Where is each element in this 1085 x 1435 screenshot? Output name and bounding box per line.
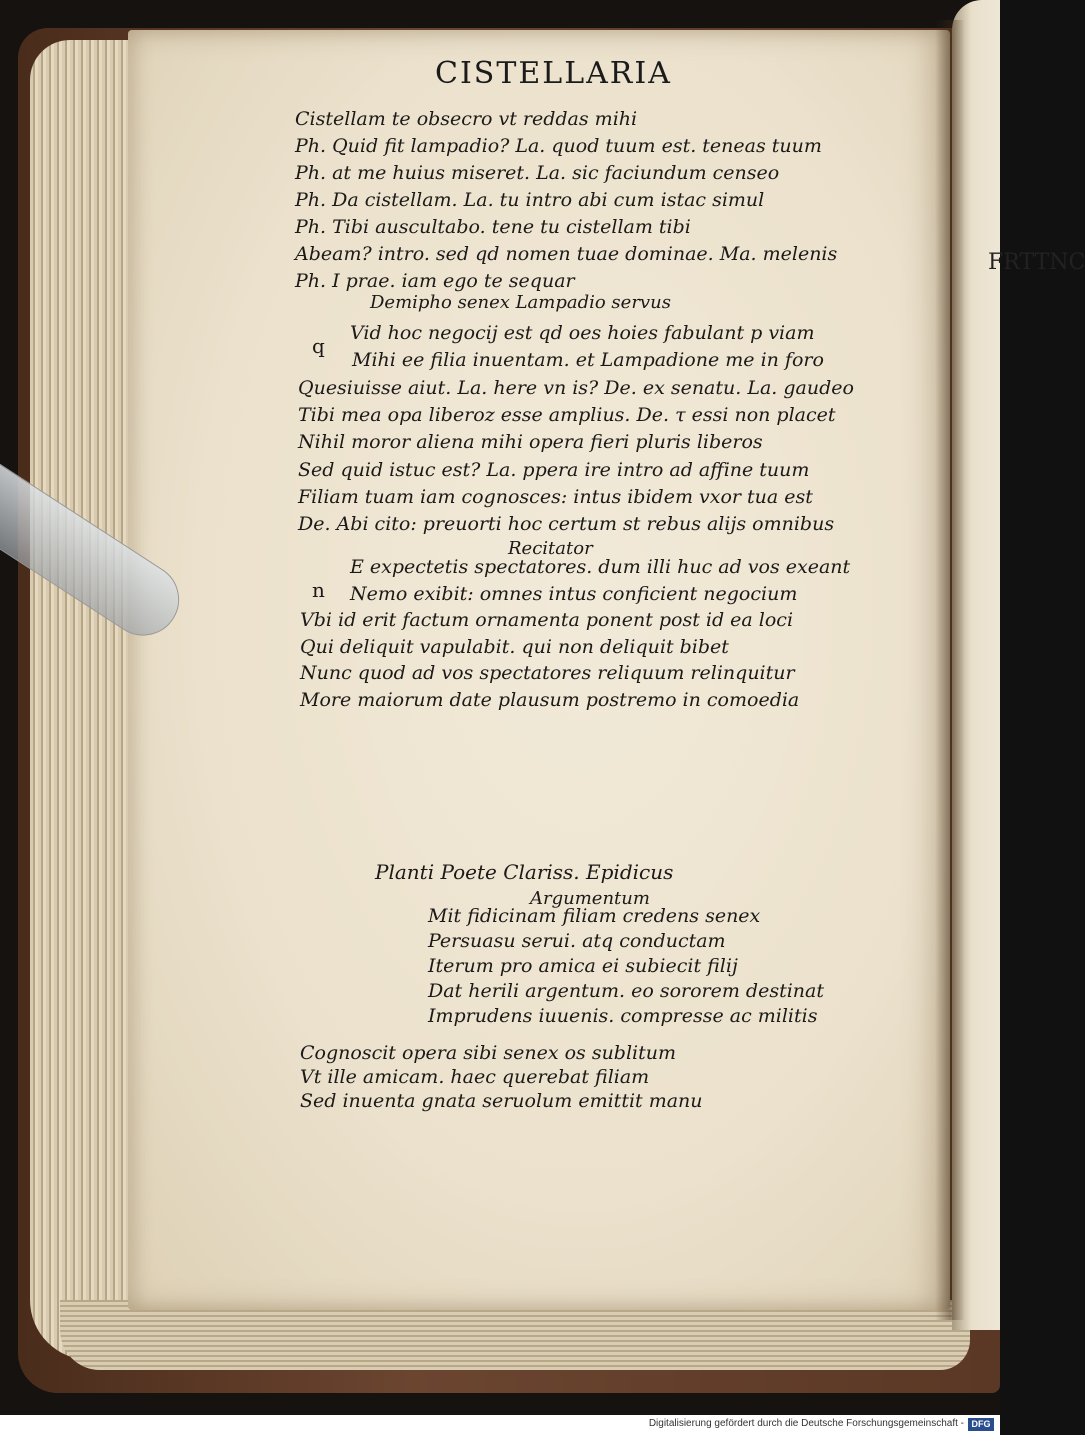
argumentum-heading: Argumentum xyxy=(530,888,650,909)
cistellaria-line: Ph. Da cistellam. La. tu intro abi cum istac simul xyxy=(295,189,765,211)
spine-shadow xyxy=(935,20,965,1320)
scene-initial: q xyxy=(312,334,325,358)
footer-bar xyxy=(0,1415,1000,1435)
argumentum-line: Mit fidicinam filiam credens senex xyxy=(428,905,761,927)
scene-line: Mihi ee filia inuentam. et Lampadione me in foro xyxy=(352,349,824,372)
recitator-line: More maiorum date plausum postremo in comoedia xyxy=(300,688,800,711)
argumentum-line: Iterum pro amica ei subiecit filij xyxy=(428,955,738,977)
scene-line: Filiam tuam iam cognosces: intus ibidem vxor tua est xyxy=(298,485,813,508)
cistellaria-line: Ph. Quid fit lampadio? La. quod tuum est. teneas tuum xyxy=(295,135,822,157)
scene-line: Vid hoc negocij est qd oes hoies fabulant p viam xyxy=(350,322,815,344)
recitator-line: Nemo exibit: omnes intus conficient negocium xyxy=(350,582,798,605)
footer-text: Digitalisierung gefördert durch die Deutsche Forschungsgemeinschaft - xyxy=(648,1418,964,1429)
cistellaria-line: Ph. Tibi auscultabo. tene tu cistellam tibi xyxy=(295,216,691,238)
argumentum-line: Sed inuenta gnata seruolum emittit manu xyxy=(300,1090,703,1112)
page-edges-left xyxy=(30,40,140,1360)
argumentum-line: Persuasu serui. atq conductam xyxy=(428,930,726,952)
cistellaria-line: Abeam? intro. sed qd nomen tuae dominae. Ma. melenis xyxy=(295,243,838,265)
page-edges-bottom xyxy=(60,1300,970,1370)
scene-heading: Demipho senex Lampadio servus xyxy=(370,292,671,313)
scene-line: Nihil moror aliena mihi opera fieri pluris liberos xyxy=(298,431,763,454)
facing-page-letters: FRTTNC xyxy=(988,250,1085,275)
recitator-line: Vbi id erit factum ornamenta ponent post id ea loci xyxy=(300,609,794,631)
scene-line: De. Abi cito: preuorti hoc certum st rebus alijs omnibus xyxy=(298,513,835,536)
argumentum-line: Imprudens iuuenis. compresse ac militis xyxy=(428,1005,818,1027)
recitator-line: Nunc quod ad vos spectatores reliquum relinquitur xyxy=(300,662,795,684)
scene-line: Tibi mea opa liberoz esse amplius. De. τ essi non placet xyxy=(298,403,836,426)
argumentum-line: Cognoscit opera sibi senex os sublitum xyxy=(300,1042,677,1064)
scene-line: Sed quid istuc est? La. ppera ire intro ad affine tuum xyxy=(298,458,810,481)
argumentum-line: Dat herili argentum. eo sororem destinat xyxy=(428,980,824,1002)
epidicus-title: Planti Poete Clariss. Epidicus xyxy=(375,860,674,884)
recitator-heading: Recitator xyxy=(508,538,593,559)
dfg-logo: DFG xyxy=(968,1418,994,1431)
scene-line: Quesiuisse aiut. La. here vn is? De. ex senatu. La. gaudeo xyxy=(298,376,854,399)
recitator-line: Qui deliquit vapulabit. qui non deliquit bibet xyxy=(300,635,729,658)
cistellaria-line: Ph. at me huius miseret. La. sic faciundum censeo xyxy=(295,162,780,184)
cistellaria-line: Ph. I prae. iam ego te sequar xyxy=(295,270,575,292)
argumentum-line: Vt ille amicam. haec querebat filiam xyxy=(300,1066,650,1088)
page-title: CISTELLARIA xyxy=(435,56,672,91)
cistellaria-line: Cistellam te obsecro vt reddas mihi xyxy=(295,108,638,130)
recitator-initial: n xyxy=(312,578,325,602)
recitator-line: E expectetis spectatores. dum illi huc ad vos exeant xyxy=(350,556,851,578)
